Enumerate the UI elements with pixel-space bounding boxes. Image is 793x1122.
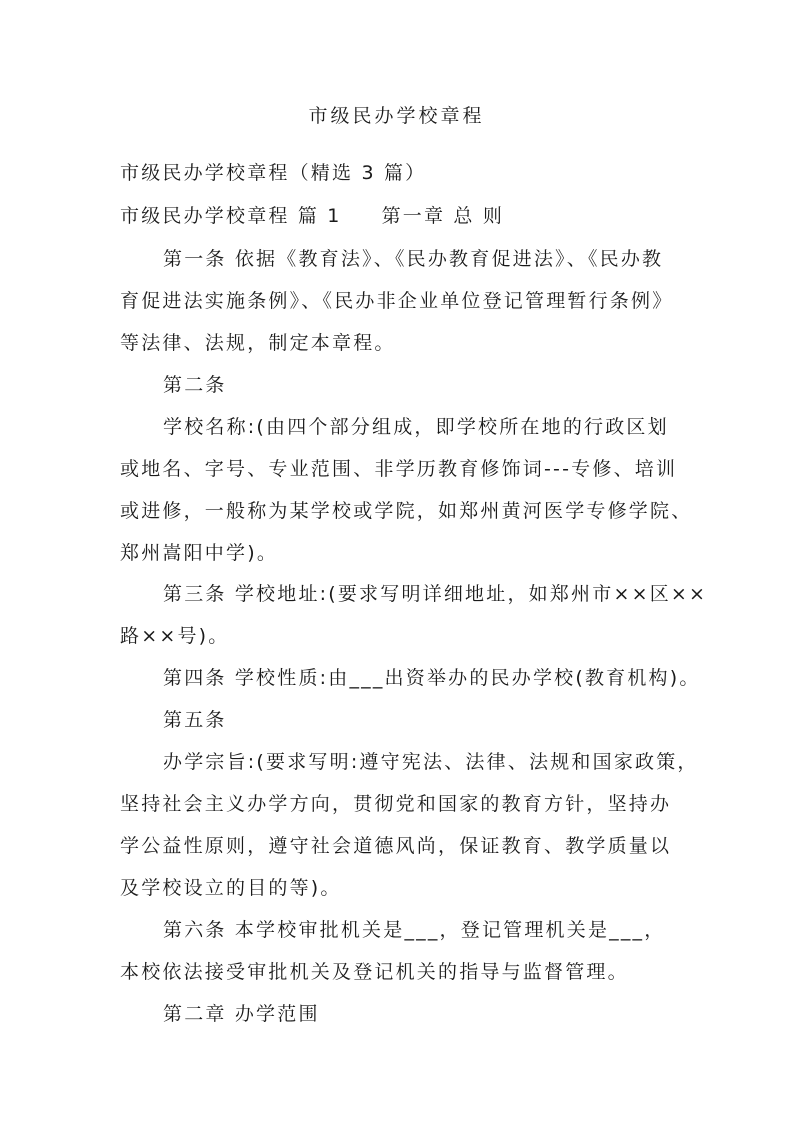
- paragraph-line: 第六条 本学校审批机关是___，登记管理机关是___，: [163, 919, 666, 941]
- paragraph-line: 及学校设立的目的等)。: [120, 877, 342, 899]
- paragraph-line: 坚持社会主义办学方向，贯彻党和国家的教育方针，坚持办: [120, 793, 672, 815]
- paragraph-line: 或地名、字号、专业范围、非学历教育修饰词---专修、培训: [120, 458, 678, 480]
- paragraph-line: 育促进法实施条例》、《民办非企业单位登记管理暂行条例》: [120, 290, 674, 312]
- paragraph-line: 或进修，一般称为某学校或学院，如郑州黄河医学专修学院、: [120, 500, 693, 522]
- article-heading: 第五条: [163, 709, 227, 731]
- paragraph-line: 等法律、法规，制定本章程。: [120, 332, 396, 354]
- paragraph-line: 路××号)。: [120, 625, 230, 647]
- paragraph-line: 第四条 学校性质:由___出资举办的民办学校(教育机构)。: [163, 667, 701, 689]
- paragraph-line: 本校依法接受审批机关及登记机关的指导与监督管理。: [120, 961, 629, 983]
- chapter-heading: 第二章 办学范围: [163, 1003, 320, 1025]
- piece-heading-line: [120, 200, 504, 232]
- paragraph-line: 第一条 依据《教育法》、《民办教育促进法》、《民办教: [163, 248, 664, 270]
- document-title: 市级民办学校章程: [308, 105, 485, 127]
- paragraph-line: 办学宗旨:(要求写明:遵守宪法、法律、法规和国家政策，: [163, 751, 699, 773]
- chapter-heading: 第一章 总 则: [381, 205, 505, 227]
- article-heading: 第二条: [163, 374, 227, 396]
- paragraph-line: 郑州嵩阳中学)。: [120, 542, 279, 564]
- paragraph-line: 学校名称:(由四个部分组成，即学校所在地的行政区划: [163, 416, 669, 438]
- piece-heading: 市级民办学校章程 篇 1: [120, 205, 342, 227]
- paragraph-line: 学公益性原则，遵守社会道德风尚，保证教育、教学质量以: [120, 835, 672, 857]
- document-subtitle: 市级民办学校章程（精选 3 篇）: [120, 162, 427, 184]
- paragraph-line: 第三条 学校地址:(要求写明详细地址，如郑州市××区××: [163, 583, 708, 605]
